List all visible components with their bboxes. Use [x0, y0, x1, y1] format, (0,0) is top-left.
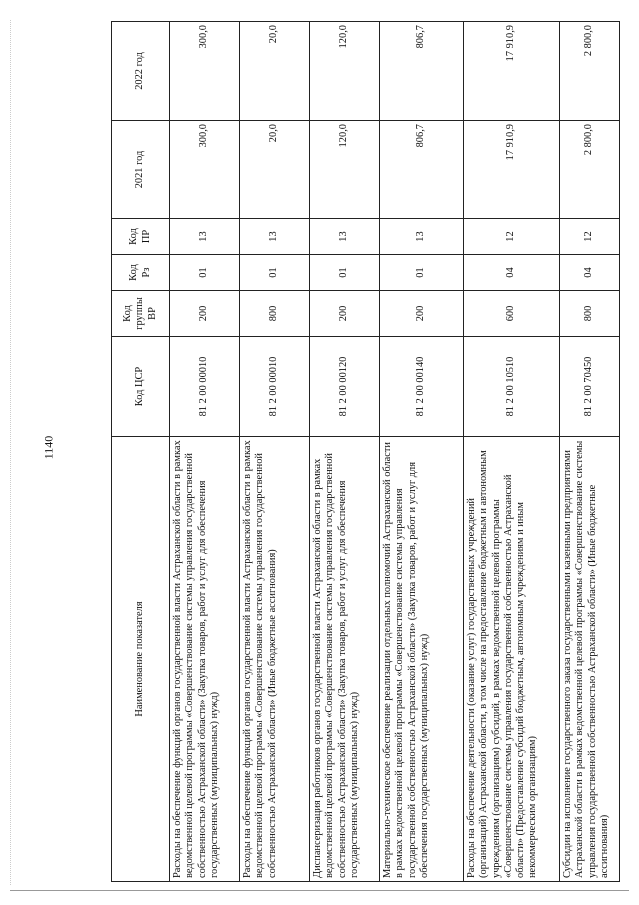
- budget-table: [111, 21, 620, 882]
- row-name: Субсидии на исполнение государственного заказа государственными казенными предприятиями Астраханской области в рамках ведомственной целевой программы «Совершенствование системы управления государственной собственностью Астраханской области» (Иные бюджетные ассигнования): [560, 437, 620, 882]
- row-rz: 01: [170, 255, 240, 291]
- row-pr: 13: [170, 219, 240, 255]
- table-row: [380, 22, 464, 882]
- row-csr: 81 2 00 70450: [560, 337, 620, 437]
- row-vr: 200: [380, 291, 464, 337]
- row-vr: 800: [560, 291, 620, 337]
- row-name: Диспансеризация работников органов государственной власти Астраханской области в рамках ведомственной целевой программы «Совершенствование системы управления государственной собственностью Астраханской области» (Закупка товаров, работ и услуг для обеспечения государственных (муниципальных) нужд): [310, 437, 380, 882]
- header-vr: Код группы ВР: [112, 291, 170, 337]
- row-rz: 04: [464, 255, 560, 291]
- row-2021: 2 800,0: [560, 121, 620, 219]
- header-pr: Код ПР: [112, 219, 170, 255]
- header-name: Наименование показателя: [112, 437, 170, 882]
- header-rz: Код Рз: [112, 255, 170, 291]
- row-2021: 300,0: [170, 121, 240, 219]
- header-row: [112, 22, 170, 882]
- table-row: [560, 22, 620, 882]
- row-2021: 120,0: [310, 121, 380, 219]
- rotated-table-area: [111, 22, 608, 882]
- row-csr: 81 2 00 00010: [170, 337, 240, 437]
- header-csr: Код ЦСР: [112, 337, 170, 437]
- table-row: [464, 22, 560, 882]
- row-2022: 2 800,0: [560, 22, 620, 121]
- header-2021: 2021 год: [112, 121, 170, 219]
- row-name: Расходы на обеспечение деятельности (оказание услуг) государственных учреждений (организаций) Астраханской области, в том числе на предоставление бюджетным и автономным учреждениям (организациям) субсидий, в рамках ведомственной целевой программы «Совершенствование системы управления государственной собственностью Астраханской области» (Предоставление субсидий бюджетным, автономным учреждениям и иным некоммерческим организациям): [464, 437, 560, 882]
- row-vr: 800: [240, 291, 310, 337]
- row-pr: 13: [240, 219, 310, 255]
- row-2021: 806,7: [380, 121, 464, 219]
- row-2022: 120,0: [310, 22, 380, 121]
- row-pr: 12: [560, 219, 620, 255]
- row-pr: 13: [380, 219, 464, 255]
- row-2021: 20,0: [240, 121, 310, 219]
- rotated-table-container: [111, 22, 608, 882]
- row-2021: 17 910,9: [464, 121, 560, 219]
- page-number: 1140: [41, 435, 56, 460]
- bottom-rule: [10, 890, 629, 891]
- row-csr: 81 2 00 00010: [240, 337, 310, 437]
- row-pr: 13: [310, 219, 380, 255]
- row-rz: 01: [310, 255, 380, 291]
- row-pr: 12: [464, 219, 560, 255]
- row-name: Расходы на обеспечение функций органов государственной власти Астраханской области в рамках ведомственной целевой программы «Совершенствование системы управления государственной собственностью Астраханской области» (Иные бюджетные ассигнования): [240, 437, 310, 882]
- row-name: Материально-техническое обеспечение реализации отдельных полномочий Астраханской области в рамках ведомственной целевой программы «Совершенствование системы управления государственной собственностью Астраханской области» (Закупка товаров, работ и услуг для обеспечения государственных (муниципальных) нужд): [380, 437, 464, 882]
- row-2022: 20,0: [240, 22, 310, 121]
- row-csr: 81 2 00 10510: [464, 337, 560, 437]
- row-vr: 200: [310, 291, 380, 337]
- row-csr: 81 2 00 00140: [380, 337, 464, 437]
- row-2022: 17 910,9: [464, 22, 560, 121]
- table-row: [170, 22, 240, 882]
- row-2022: 806,7: [380, 22, 464, 121]
- row-name: Расходы на обеспечение функций органов государственной власти Астраханской области в рамках ведомственной целевой программы «Совершенствование системы управления государственной собственностью Астраханской области» (Закупка товаров, работ и услуг для обеспечения государственных (муниципальных) нужд): [170, 437, 240, 882]
- row-csr: 81 2 00 00120: [310, 337, 380, 437]
- row-rz: 04: [560, 255, 620, 291]
- header-2022: 2022 год: [112, 22, 170, 121]
- row-rz: 01: [380, 255, 464, 291]
- margin-rule: [10, 20, 11, 885]
- table-row: [310, 22, 380, 882]
- row-2022: 300,0: [170, 22, 240, 121]
- row-vr: 200: [170, 291, 240, 337]
- table-row: [240, 22, 310, 882]
- row-rz: 01: [240, 255, 310, 291]
- row-vr: 600: [464, 291, 560, 337]
